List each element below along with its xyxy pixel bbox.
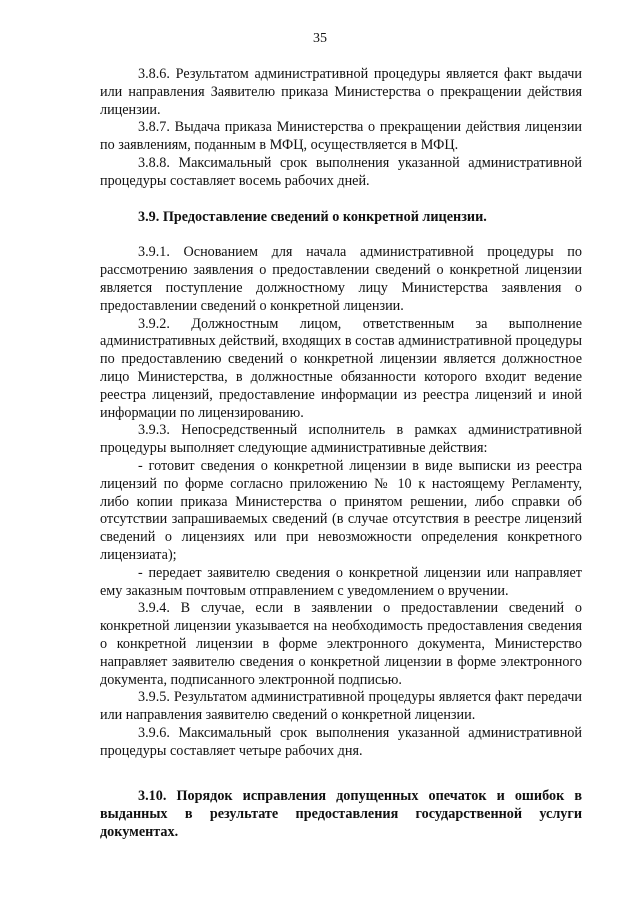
paragraph-3-8-6: 3.8.6. Результатом административной процедуры является факт выдачи или направления Заявителю приказа Министерства о прекращении действия лицензии. (100, 66, 582, 118)
section-heading-3-9: 3.9. Предоставление сведений о конкретной лицензии. (138, 208, 487, 225)
paragraph-3-9-5: 3.9.5. Результатом административной процедуры является факт передачи или направления заявителю сведений о конкретной лицензии. (100, 689, 582, 724)
paragraph-3-9-2: 3.9.2. Должностным лицом, ответственным за выполнение административных действий, входящих в состав административной процедуры по предоставлению сведений о конкретной лицензии является должностное лицо Министерства, в должностные обязанности которого входит ведение реестра лицензий, предоставление информации из реестра лицензий и иной информации по лицензированию. (100, 315, 582, 421)
page-number: 35 (313, 31, 327, 46)
paragraph-3-9-4: 3.9.4. В случае, если в заявлении о предоставлении сведений о конкретной лицензии указывается на необходимость предоставления сведения о конкретной лицензии в форме электронного документа, Министерство направляет заявителю сведения о конкретной лицензии в форме электронного документа, подписанного электронной подписью. (100, 600, 582, 688)
section-heading-3-10: 3.10. Порядок исправления допущенных опечаток и ошибок в выданных в результате предоставления государственной услуги документах. (100, 788, 582, 841)
paragraph-3-8-7: 3.8.7. Выдача приказа Министерства о прекращении действия лицензии по заявлениям, поданным в МФЦ, осуществляется в МФЦ. (100, 119, 582, 154)
paragraph-3-9-3: 3.9.3. Непосредственный исполнитель в рамках административной процедуры выполняет следующие административные действия: (100, 422, 582, 457)
list-item-prepares: - готовит сведения о конкретной лицензии в виде выписки из реестра лицензий по форме согласно приложению № 10 к настоящему Регламенту, либо копии приказа Министерства о принятом решении, либо справки об отсутствии запрашиваемых сведений (в случае отсутствия в реестре лицензий сведений о лицензиях или при невозможности определения конкретного лицензиата); (100, 457, 582, 563)
list-item-transmits: - передает заявителю сведения о конкретной лицензии или направляет ему заказным почтовым отправлением с уведомлением о вручении. (100, 564, 582, 599)
paragraph-3-9-1: 3.9.1. Основанием для начала административной процедуры по рассмотрению заявления о предоставлении сведений о конкретной лицензии является поступление должностному лицу Министерства заявления о предоставлении сведений о конкретной лицензии. (100, 244, 582, 314)
paragraph-3-8-8: 3.8.8. Максимальный срок выполнения указанной административной процедуры составляет восемь рабочих дней. (100, 154, 582, 189)
document-body (100, 66, 582, 860)
paragraph-3-9-6: 3.9.6. Максимальный срок выполнения указанной административной процедуры составляет четыре рабочих дня. (100, 724, 582, 759)
